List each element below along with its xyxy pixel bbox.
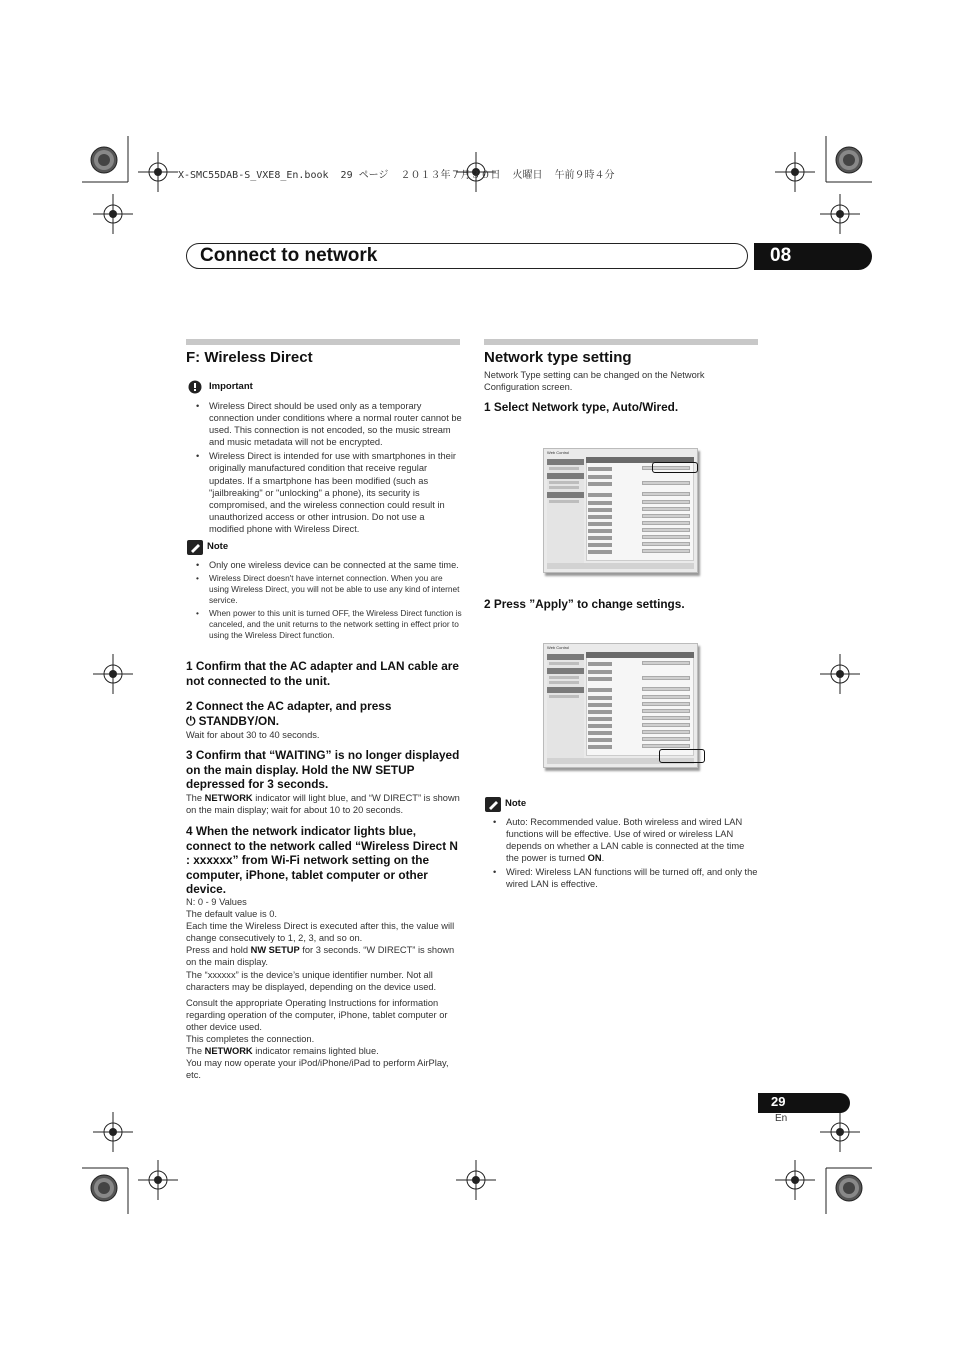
step-2-text: Wait for about 30 to 40 seconds. [186,730,320,740]
power-icon: ⏻ [186,714,196,728]
network-type-intro: Network Type setting can be changed on the Network Configuration screen. [484,370,705,393]
network-type-highlight [652,462,698,473]
chapter-title: Connect to network [200,245,378,266]
standby-label: STANDBY/ON. [198,714,280,728]
step-2-right: 2 Press ”Apply” to change settings. [484,597,685,611]
note-item: • Auto: Recommended value. Both wireless and wired LAN functions will be effective. Use of wired or wireless LAN depends on whether a LAN cable is connected at the time the power is turned ON. [506,816,758,864]
step-3-text: The NETWORK indicator will light blue, and “W DIRECT” is shown on the main display; wait for about 10 to 20 seconds. [186,793,460,816]
print-header: X-SMC55DAB-S_VXE8_En.book 29 ページ ２０１３年７月３０日 火曜日 午前９時４分 [178,170,615,181]
important-icon [187,380,203,394]
step-3-left: 3 Confirm that “WAITING” is no longer displayed on the main display. Hold the NW SETUP depressed for 3 seconds. [186,748,460,792]
note-label: Note [207,541,229,552]
section-rule-right [484,339,758,345]
step-1-right: 1 Select Network type, Auto/Wired. [484,400,679,414]
screenshot-app-title: Web Control [547,645,570,650]
section-heading-network-type: Network type setting [484,349,632,366]
note-icon [485,797,501,812]
note-list-left [209,559,462,643]
step-2-left: 2 Connect the AC adapter, and press [186,699,392,713]
step-2-left-cont [186,714,462,729]
note-item: • Only one wireless device can be connected at the same time. [209,559,462,571]
step-1-left: 1 Confirm that the AC adapter and LAN cable are not connected to the unit. [186,659,459,688]
step-4-left: 4 When the network indicator lights blue, connect to the network called “Wireless Direct N : xxxxxx” from Wi-Fi network setting on the computer, iPhone, tablet computer or other device. [186,824,458,897]
apply-button-highlight [659,749,705,763]
note-list-right [506,816,758,893]
section-heading-wireless-direct: F: Wireless Direct [186,349,313,366]
note-item: • Wireless Direct doesn't have internet connection. When you are using Wireless Direct, you will not be able to use any kind of internet service. [209,573,462,606]
step-4-text: N: 0 - 9 Values The default value is 0. Each time the Wireless Direct is executed after this, the value will change consecutively to 1, 2, 3, and so on. Press and hold NW SETUP for 3 seconds. “W DIRECT” is shown on the main display. The “xxxxxx” is the device’s unique identifier number. Not all characters may be displayed, depending on the device used. Consult the appropriate Operating Instructions for information regarding operation of the computer, iPhone, tablet computer or other device used. This completes the connection. The NETWORK indicator remains lighted blue. You may now operate your iPod/iPhone/iPad to perform AirPlay, etc. [186,897,455,1081]
important-item: • Wireless Direct should be used only as a temporary connection under conditions where a normal router cannot be used. This connection is not encoded, so the music stream and music metadata will not be encrypted. [209,400,462,448]
note-label-right: Note [505,798,527,809]
screenshot-app-title: Web Control [547,450,570,455]
important-list [209,400,462,537]
note-item: • When power to this unit is turned OFF, the Wireless Direct function is canceled, and the unit returns to the network setting in effect prior to using the Wireless Direct function. [209,608,462,641]
chapter-number: 08 [770,245,792,266]
page-number: 29 [771,1094,786,1109]
network-config-screenshot-1 [543,448,698,573]
network-config-screenshot-2 [543,643,698,768]
important-item: • Wireless Direct is intended for use with smartphones in their originally manufactured condition that receive regular updates. If a smartphone has been modified (such as "jailbreaking" or "unlocking" a phone), its security is compromised, and the wireless connection could result in unauthorized access or other intrusion. Do not use a modified phone with Wireless Direct. [209,450,462,535]
note-icon [187,540,203,555]
note-item: • Wired: Wireless LAN functions will be turned off, and only the wired LAN is effective. [506,866,758,890]
page-language: En [775,1113,788,1124]
section-rule-left [186,339,460,345]
important-label: Important [209,381,253,392]
